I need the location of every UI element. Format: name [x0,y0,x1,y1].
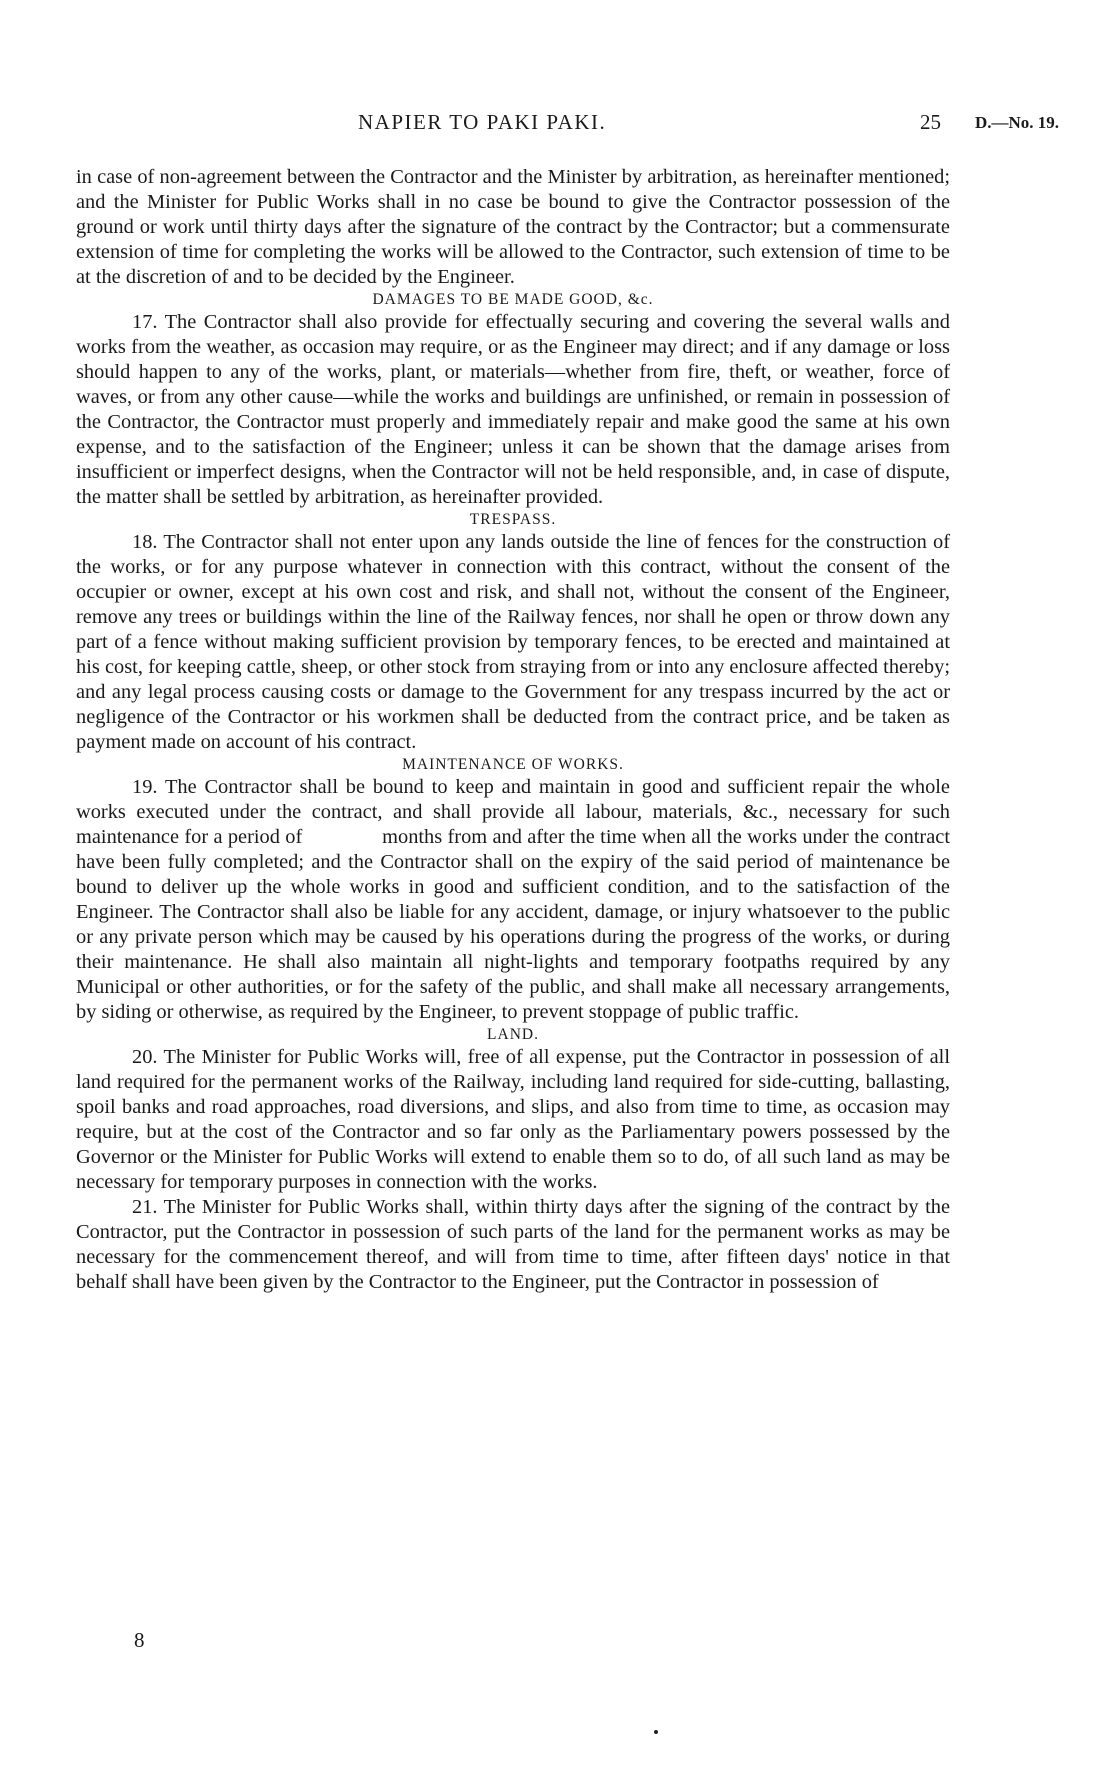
page-number: 25 [920,110,941,134]
signature-mark: 8 [134,1628,145,1652]
section-heading-damages: DAMAGES TO BE MADE GOOD, &c. [372,291,654,308]
paragraph-20: 20. The Minister for Public Works will, free of all expense, put the Contractor in possession of all land required for the permanent works of the Railway, including land required for side-cutting, ballasting, spoil banks and road approaches, road diversions, and slips, and also from time to time, as occasion may require, but at the cost of the Contractor and so far only as the Parliamentary powers possessed by the Governor or the Minister for Public Works will extend to enable them so to do, of all such land as may be necessary for temporary purposes in connection with the works. [76,1046,950,1193]
section-heading-maintenance: MAINTENANCE OF WORKS. [402,756,624,773]
document-reference: D.—No. 19. [975,113,1060,132]
paragraph-19: 19. The Contractor shall be bound to keep and maintain in good and sufficient repair the whole works executed under the contract, and shall provide all labour, materials, &c., necessary for such maintenance for a period of months from and after the time when all the works under the contract have been fully completed; and the Contractor shall on the expiry of the said period of maintenance be bound to deliver up the whole works in good and sufficient condition, and to the satisfaction of the Engineer. The Contractor shall also be liable for any accident, damage, or injury whatsoever to the public or any private person which may be caused by his operations during the progress of the works, or during their maintenance. He shall also maintain all night-lights and temporary footpaths required by any Municipal or other authorities, or for the safety of the public, and shall make all necessary arrangements, by siding or otherwise, as required by the Engineer, to prevent stoppage of public traffic. [76,776,956,1023]
ink-dot [654,1730,658,1734]
running-title: NAPIER TO PAKI PAKI. [358,110,607,134]
body-text [76,165,956,1295]
paragraph-17: 17. The Contractor shall also provide for effectually securing and covering the several walls and works from the weather, as occasion may require, or as the Engineer may direct; and if any damage or loss should happen to any of the works, plant, or materials—whether from fire, theft, or weather, force of waves, or from any other cause—while the works and buildings are unfinished, or remain in possession of the Contractor, the Contractor must properly and immediately repair and make good the same at his own expense, and to the satisfaction of the Engineer; unless it can be shown that the damage arises from insufficient or imperfect designs, when the Contractor will not be held responsible, and, in case of dispute, the matter shall be settled by arbitration, as hereinafter provided. [76,311,950,508]
section-heading-trespass: TRESPASS. [469,511,557,528]
paragraph-16-continuation: in case of non-agreement between the Contractor and the Minister by arbitration, as hereinafter mentioned; and the Minister for Public Works shall in no case be bound to give the Contractor possession of the ground or work until thirty days after the signature of the contract by the Contractor; but a commensurate extension of time for completing the works will be allowed to the Contractor, such extension of time to be at the discretion of and to be decided by the Engineer. [76,166,950,288]
paragraph-18: 18. The Contractor shall not enter upon any lands outside the line of fences for the construction of the works, or for any purpose whatever in connection with this contract, without the consent of the occupier or owner, except at his own cost and risk, and shall not, without the consent of the Engineer, remove any trees or buildings within the line of the Railway fences, nor shall he open or throw down any part of a fence without making sufficient provision by temporary fences, to be erected and maintained at his cost, for keeping cattle, sheep, or other stock from straying from or into any enclosure affected thereby; and any legal process causing costs or damage to the Government for any trespass incurred by the act or negligence of the Contractor or his workmen shall be deducted from the contract price, and be taken as payment made on account of his contract. [76,531,950,753]
running-header [0,110,1114,140]
paragraph-21: 21. The Minister for Public Works shall, within thirty days after the signing of the contract by the Contractor, put the Contractor in possession of such parts of the land for the permanent works as may be necessary for the commencement thereof, and will from time to time, after fifteen days' notice in that behalf shall have been given by the Contractor to the Engineer, put the Contractor in possession of [76,1196,950,1293]
section-heading-land: LAND. [487,1026,539,1043]
